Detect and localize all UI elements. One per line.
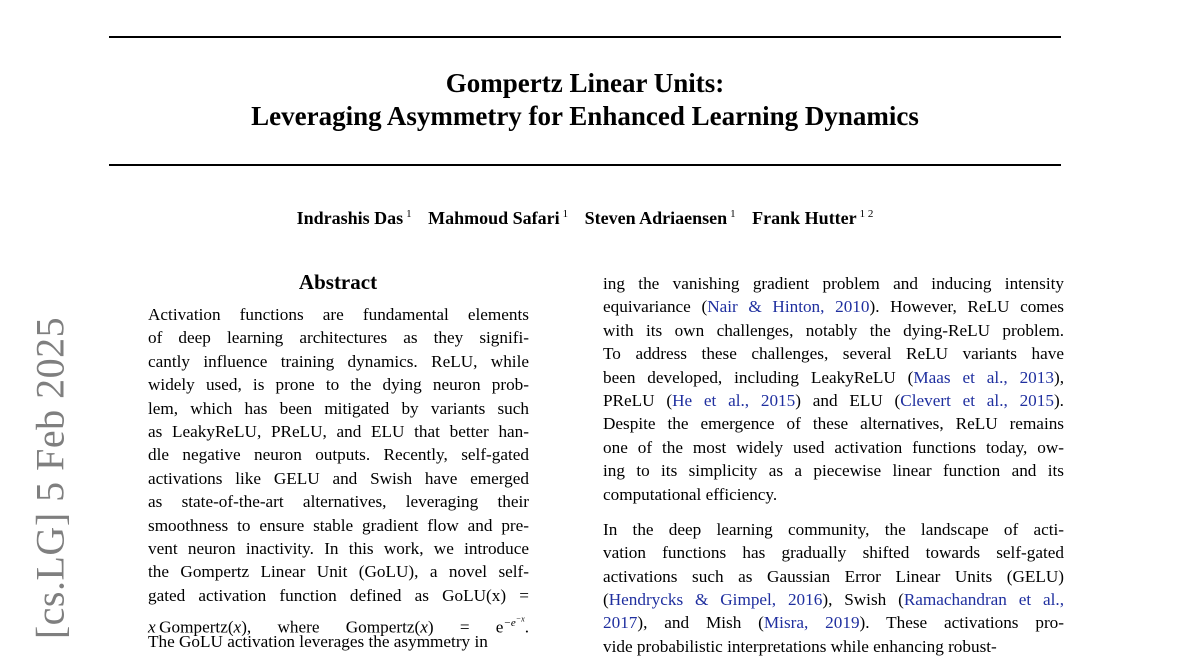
body-line: vide probabilistic interpretations while enhancing robust- [603, 636, 997, 656]
citation-link[interactable]: He et al., 2015 [672, 390, 796, 410]
abstract-line: as state-of-the-art alternatives, leveraging their [148, 492, 529, 512]
title-line-2: Leveraging Asymmetry for Enhanced Learning Dynamics [251, 101, 919, 131]
body-line: ing to its simplicity as a piecewise linear function and its [603, 461, 1064, 481]
author-affiliation: 1 [562, 208, 569, 220]
author-affiliation: 1 2 [859, 208, 874, 220]
paper-title [109, 67, 1061, 133]
author [585, 208, 736, 228]
body-line: computational efficiency. [603, 484, 778, 504]
author [297, 208, 412, 228]
abstract-line: widely used, is prone to the dying neuron prob- [148, 375, 529, 395]
abstract-line: activations like GELU and Swish have emerged [148, 468, 529, 488]
citation-link[interactable]: Misra, 2019 [763, 613, 860, 633]
body-line: Despite the emergence of these alternatives, ReLU remains [603, 414, 1064, 434]
author [428, 208, 568, 228]
citation-link[interactable]: Nair & Hinton, 2010 [707, 297, 870, 317]
body-line: (Hendrycks & Gimpel, 2016), Swish (Ramachandran et al., [603, 590, 1065, 610]
arxiv-stamp: [cs.LG] 5 Feb 2025 [27, 316, 73, 640]
body-line: activations such as Gaussian Error Linear Units (GELU) [603, 566, 1064, 586]
body-line: equivariance (Nair & Hinton, 2010). However, ReLU comes [603, 297, 1064, 317]
body-line: To address these challenges, several ReLU variants have [603, 344, 1064, 364]
citation-link[interactable]: 2017 [603, 613, 638, 633]
abstract-body [148, 303, 529, 654]
abstract-line: smoothness to ensure stable gradient flow and pre- [148, 515, 529, 535]
abstract-line: lem, which has been mitigated by variants such [148, 398, 529, 418]
body-line: with its own challenges, notably the dying-ReLU problem. [603, 320, 1064, 340]
author [752, 208, 873, 228]
abstract-math-line: gated activation function defined as GoLU(x) = [148, 585, 529, 605]
abstract-line: as LeakyReLU, PReLU, and ELU that better han- [148, 421, 529, 441]
body-line: ing the vanishing gradient problem and inducing intensity [603, 274, 1064, 293]
title-top-rule [109, 36, 1061, 38]
abstract-line: dle negative neuron outputs. Recently, self-gated [148, 445, 529, 465]
abstract-line: of deep learning architectures as they signifi- [148, 328, 529, 348]
body-line: PReLU (He et al., 2015) and ELU (Clevert et al., 2015). [603, 390, 1064, 410]
abstract-math-line: x Gompertz(x), where Gompertz(x) = $e^{-e^{-x}}$. [148, 614, 529, 637]
citation-link[interactable]: Maas et al., 2013 [913, 367, 1054, 387]
intro-column [603, 272, 1064, 658]
title-line-1: Gompertz Linear Units: [445, 68, 725, 98]
author-name: Mahmoud Safari [428, 208, 560, 228]
abstract-line: Activation functions are fundamental elements [148, 305, 529, 324]
author-affiliation: 1 [730, 208, 736, 220]
paragraph-gap [603, 506, 1064, 518]
body-line: been developed, including LeakyReLU (Maas et al., 2013), [603, 367, 1064, 387]
body-line: 2017), and Mish (Misra, 2019). These activations pro- [603, 613, 1064, 633]
author-name: Indrashis Das [296, 208, 404, 228]
author-list [109, 208, 1061, 229]
citation-link[interactable]: Clevert et al., 2015 [900, 390, 1054, 410]
title-bottom-rule [109, 164, 1061, 166]
abstract-line: vent neuron inactivity. In this work, we introduce [148, 538, 529, 558]
abstract-line: the Gompertz Linear Unit (GoLU), a novel self- [148, 562, 529, 582]
author-name: Steven Adriaensen [584, 208, 728, 228]
citation-link[interactable]: Ramachandran et al., [903, 590, 1065, 610]
author-affiliation: 1 [406, 208, 412, 220]
citation-link[interactable]: Hendrycks & Gimpel, 2016 [608, 590, 823, 610]
abstract-line: cantly influence training dynamics. ReLU, while [148, 351, 529, 371]
body-line: In the deep learning community, the landscape of acti- [603, 519, 1064, 539]
abstract-heading: Abstract [298, 270, 378, 294]
body-line: vation functions has gradually shifted towards self-gated [603, 543, 1064, 563]
abstract-line: The GoLU activation leverages the asymmetry in [148, 632, 488, 652]
body-line: one of the most widely used activation functions today, ow- [603, 437, 1064, 457]
author-name: Frank Hutter [752, 208, 857, 228]
